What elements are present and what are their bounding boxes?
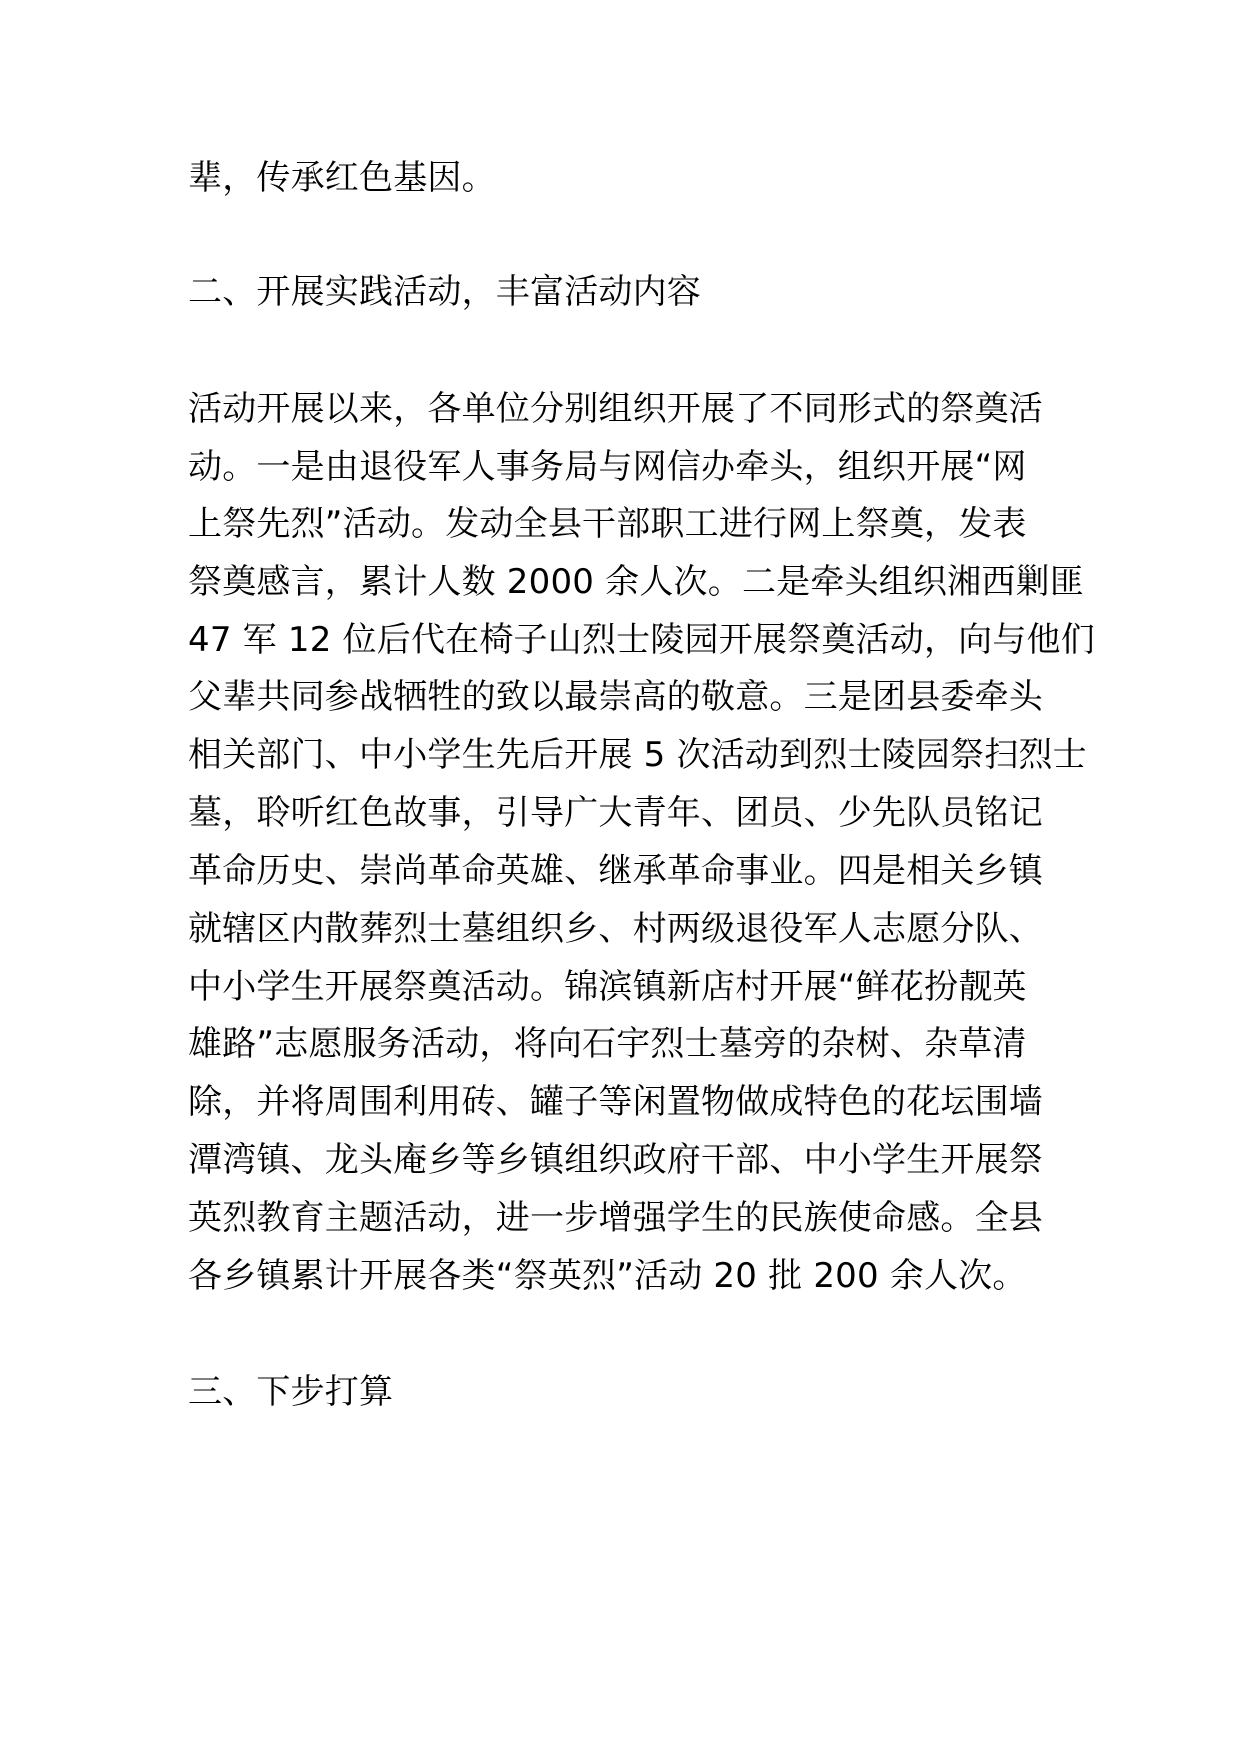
continuation-text: 辈，传承红色基因。 <box>188 158 496 198</box>
paragraph-line: 上祭先烈”活动。发动全县干部职工进行网上祭奠，发表 <box>188 504 1027 544</box>
paragraph-line: 父辈共同参战牺牲的致以最崇高的敬意。三是团县委牵头 <box>188 677 1043 717</box>
paragraph-line: 除，并将周围利用砖、罐子等闲置物做成特色的花坛围墙 <box>188 1082 1043 1122</box>
paragraph-line: 各乡镇累计开展各类“祭英烈”活动 20 批 200 余人次。 <box>188 1256 1027 1296</box>
paragraph-line: 雄路”志愿服务活动，将向石宇烈士墓旁的杂树、杂草清 <box>188 1024 1027 1064</box>
paragraph-line: 就辖区内散葬烈士墓组织乡、村两级退役军人志愿分队、 <box>188 909 1043 949</box>
paragraph-line: 动。一是由退役军人事务局与网信办牵头，组织开展“网 <box>188 447 1027 487</box>
paragraph-line: 墓，聆听红色故事，引导广大青年、团员、少先队员铭记 <box>188 793 1043 833</box>
paragraph-line: 潭湾镇、龙头庵乡等乡镇组织政府干部、中小学生开展祭 <box>188 1140 1043 1180</box>
paragraph-line: 相关部门、中小学生先后开展 5 次活动到烈士陵园祭扫烈士 <box>188 735 1087 775</box>
paragraph-line: 47 军 12 位后代在椅子山烈士陵园开展祭奠活动，向与他们 <box>188 620 1095 660</box>
paragraph-line: 活动开展以来，各单位分别组织开展了不同形式的祭奠活 <box>188 389 1043 429</box>
paragraph-line: 革命历史、崇尚革命英雄、继承革命事业。四是相关乡镇 <box>188 851 1043 891</box>
paragraph-line: 英烈教育主题活动，进一步增强学生的民族使命感。全县 <box>188 1198 1043 1238</box>
paragraph-line: 中小学生开展祭奠活动。锦滨镇新店村开展“鲜花扮靓英 <box>188 967 1027 1007</box>
section-heading-3: 三、下步打算 <box>188 1372 394 1412</box>
paragraph-line: 祭奠感言，累计人数 2000 余人次。二是牵头组织湘西剿匪 <box>188 562 1084 602</box>
section-heading-2: 二、开展实践活动，丰富活动内容 <box>188 272 701 312</box>
